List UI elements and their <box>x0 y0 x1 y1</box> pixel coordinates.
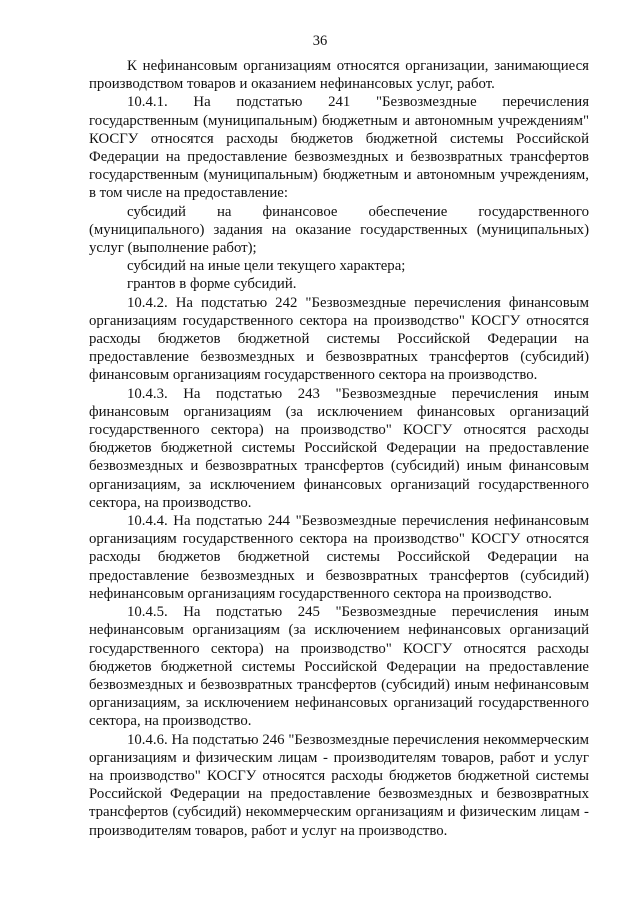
list-item-grants: грантов в форме субсидий. <box>127 276 297 293</box>
paragraph-10-4-3: 10.4.3. На подстатью 243 "Безвозмездные перечисления иным финансовым организациям (за исключением финансовых организаций государственного сектора) на производство" КОСГУ относятся расходы бюджетов бюджетной системы Российской Федерации на предоставление безвозмездных и безвозвратных трансфертов (субсидий) иным финансовым организациям, за исключением финансовых организаций государственного сектора, на производство. <box>89 385 589 511</box>
paragraph-intro: К нефинансовым организациям относятся организации, занимающиеся производством товаров и оказанием нефинансовых услуг, работ. <box>89 58 589 93</box>
paragraph-10-4-6: 10.4.6. На подстатью 246 "Безвозмездные перечисления некоммерческим организациям и физическим лицам - производителям товаров, работ и услуг на производство" КОСГУ относятся расходы бюджетов бюджетной системы Российской Федерации на предоставление безвозмездных и безвозвратных трансфертов (субсидий) некоммерческим организациям и физическим лицам - производителям товаров, работ и услуг на производство. <box>89 731 589 839</box>
document-body <box>89 57 589 840</box>
list-item-subsidies-assignment: субсидий на финансовое обеспечение государственного (муниципального) задания на оказание государственных (муниципальных) услуг (выполнение работ); <box>89 203 589 257</box>
paragraph-10-4-5: 10.4.5. На подстатью 245 "Безвозмездные перечисления иным нефинансовым организациям (за исключением нефинансовых организаций государственного сектора) на производство" КОСГУ относятся расходы бюджетов бюджетной системы Российской Федерации на предоставление безвозмездных и безвозвратных трансфертов (субсидий) иным нефинансовым организациям, за исключением нефинансовых организаций государственного сектора, на производство. <box>89 604 589 730</box>
paragraph-10-4-1: 10.4.1. На подстатью 241 "Безвозмездные перечисления государственным (муниципальным) бюджетным и автономным учреждениям" КОСГУ относятся расходы бюджетов бюджетной системы Российской Федерации на предоставление безвозмездных и безвозвратных трансфертов государственным (муниципальным) бюджетным и автономным учреждениям, в том числе на предоставление: <box>89 94 589 202</box>
paragraph-10-4-2: 10.4.2. На подстатью 242 "Безвозмездные перечисления финансовым организациям государственного сектора на производство" КОСГУ относятся расходы бюджетов бюджетной системы Российской Федерации на предоставление безвозмездных и безвозвратных трансфертов (субсидий) финансовым организациям государственного сектора на производство. <box>89 294 589 384</box>
paragraph-10-4-4: 10.4.4. На подстатью 244 "Безвозмездные перечисления нефинансовым организациям государственного сектора на производство" КОСГУ относятся расходы бюджетов бюджетной системы Российской Федерации на предоставление безвозмездных и безвозвратных трансфертов (субсидий) нефинансовым организациям государственного сектора на производство. <box>89 513 589 602</box>
list-item-subsidies-other: субсидий на иные цели текущего характера; <box>127 258 406 275</box>
page-number: 36 <box>312 33 328 49</box>
